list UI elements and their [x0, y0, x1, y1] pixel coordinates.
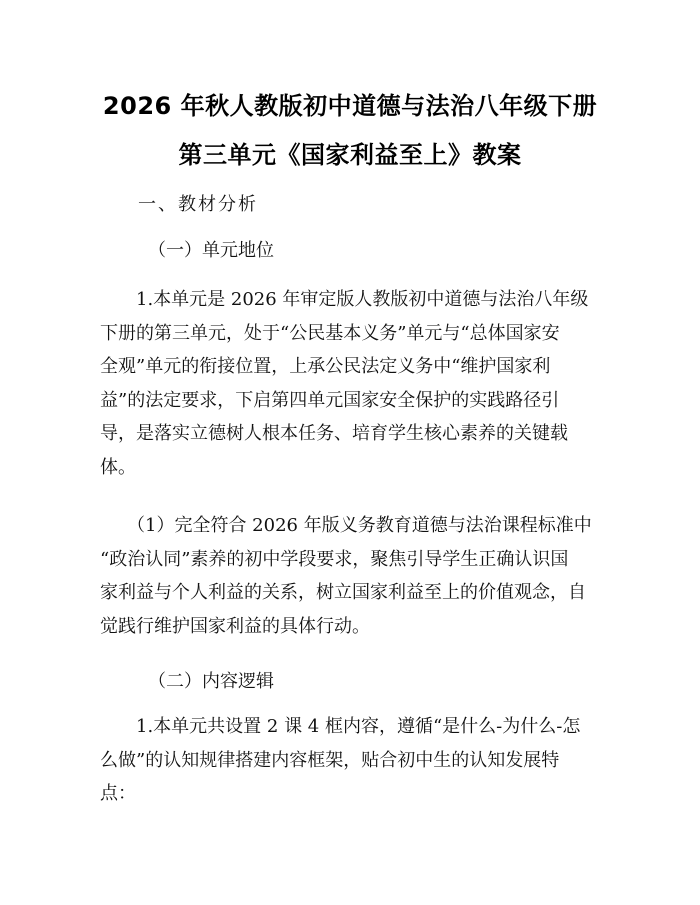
paragraph-line: 家利益与个人利益的关系，树立国家利益至上的价值观念，自 [100, 582, 586, 604]
paragraph-content-logic [100, 710, 610, 811]
paragraph-line: 1.本单元共设置 2 课 4 框内容，遵循“是什么-为什么-怎 [100, 716, 581, 737]
paragraph-curriculum-standard [100, 509, 610, 643]
paragraph-unit-position [100, 283, 610, 485]
paragraph-line: 点： [100, 783, 136, 805]
paragraph-line: 下册的第三单元，处于“公民基本义务”单元与“总体国家安 [100, 322, 560, 344]
paragraph-line: 1.本单元是 2026 年审定版人教版初中道德与法治八年级 [100, 289, 589, 310]
paragraph-line: （1）完全符合 2026 年版义务教育道德与法治课程标准中 [100, 515, 592, 536]
paragraph-line: 体。 [100, 456, 136, 478]
paragraph-line: 全观”单元的衔接位置，上承公民法定义务中“维护国家利 [100, 356, 551, 378]
paragraph-line: 导，是落实立德树人根本任务、培育学生核心素养的关键载 [100, 423, 568, 445]
paragraph-line: 么做”的认知规律搭建内容框架，贴合初中生的认知发展特 [100, 749, 560, 771]
paragraph-line: 益”的法定要求，下启第四单元国家安全保护的实践路径引 [100, 389, 560, 411]
subsection-heading-unit-position: （一）单元地位 [148, 240, 274, 261]
subsection-heading-content-logic: （二）内容逻辑 [148, 671, 274, 692]
document-title-line-1: 2026 年秋人教版初中道德与法治八年级下册 [102, 92, 598, 120]
document-title-line-2: 第三单元《国家利益至上》教案 [178, 141, 522, 169]
paragraph-line: “政治认同”素养的初中学段要求，聚焦引导学生正确认识国 [100, 548, 569, 570]
section-heading-textbook-analysis: 一、教材分析 [138, 194, 258, 215]
paragraph-line: 觉践行维护国家利益的具体行动。 [100, 615, 370, 637]
